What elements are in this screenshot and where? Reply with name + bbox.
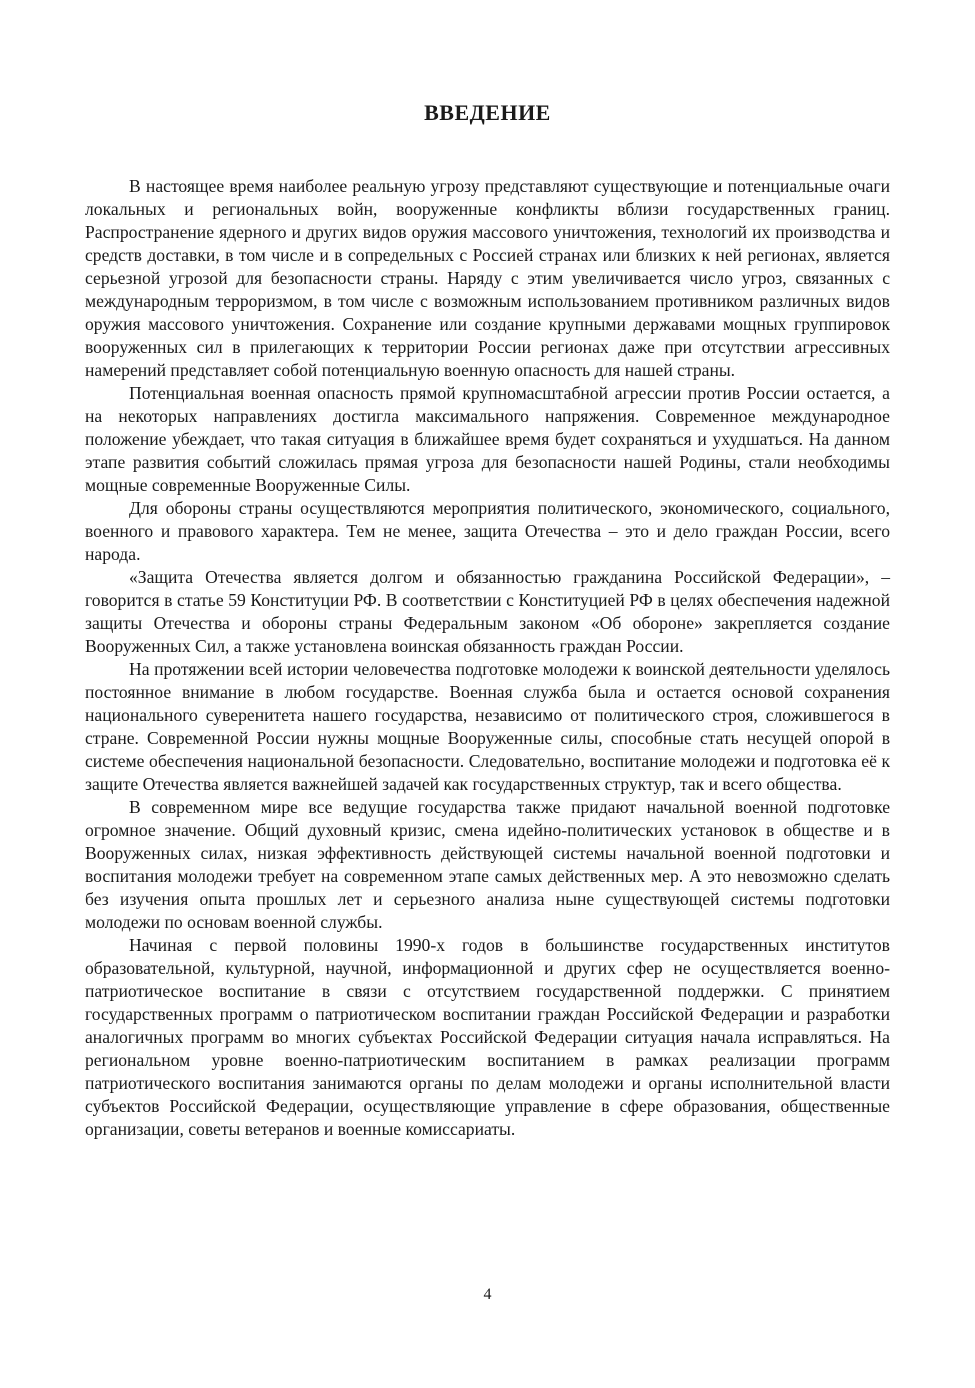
body-text — [85, 175, 890, 1141]
paragraph-1: В настоящее время наиболее реальную угрозу представляют существующие и потенциальные очаги локальных и региональных войн, вооруженные конфликты вблизи государственных границ. Распространение ядерного и других видов оружия массового уничтожения, технологий их производства и средств доставки, в том числе и в сопредельных с Россией странах или близких к ней регионах, является серьезной угрозой для безопасности страны. Наряду с этим увеличивается число угроз, связанных с международным терроризмом, в том числе с возможным использованием противником различных видов оружия массового уничтожения. Сохранение или создание крупными державами мощных группировок вооруженных сил в прилегающих к территории России регионах даже при отсутствии агрессивных намерений представляет собой потенциальную военную опасность для нашей страны. — [85, 176, 890, 380]
page-title: ВВЕДЕНИЕ — [424, 100, 551, 125]
page-number: 4 — [483, 1286, 492, 1303]
paragraph-2: Потенциальная военная опасность прямой крупномасштабной агрессии против России остается, а на некоторых направлениях достигла максимального напряжения. Современное международное положение убеждает, что такая ситуация в ближайшее время будет сохраняться и ухудшаться. На данном этапе развития событий сложилась прямая угроза для безопасности нашей Родины, стали необходимы мощные современные Вооруженные Силы. — [85, 383, 890, 495]
paragraph-5: На протяжении всей истории человечества подготовке молодежи к воинской деятельности уделялось постоянное внимание в любом государстве. Военная служба была и остается основой сохранения национального суверенитета нашего государства, независимо от политического строя, сложившегося в стране. Современной России нужны мощные Вооруженные силы, способные стать несущей опорой в системе обеспечения национальной безопасности. Следовательно, воспитание молодежи и подготовка её к защите Отечества является важнейшей задачей как государственных структур, так и всего общества. — [85, 659, 890, 794]
paragraph-6: В современном мире все ведущие государства также придают начальной военной подготовке огромное значение. Общий духовный кризис, смена идейно-политических установок в обществе и в Вооруженных силах, низкая эффективность действующей системы начальной военной подготовки и воспитания молодежи требует на современном этапе самых действенных мер. А это невозможно сделать без изучения опыта прошлых лет и серьезного анализа ныне существующей системы подготовки молодежи по основам военной службы. — [85, 797, 890, 932]
paragraph-3: Для обороны страны осуществляются мероприятия политического, экономического, социального, военного и правового характера. Тем не менее, защита Отечества – это и дело граждан России, всего народа. — [85, 498, 890, 564]
paragraph-4: «Защита Отечества является долгом и обязанностью гражданина Российской Федерации», – говорится в статье 59 Конституции РФ. В соответствии с Конституцией РФ в целях обеспечения надежной защиты Отечества и обороны страны Федеральным законом «Об обороне» закрепляется создание Вооруженных Сил, а также установлена воинская обязанность граждан России. — [85, 567, 890, 656]
paragraph-7: Начиная с первой половины 1990-х годов в большинстве государственных институтов образовательной, культурной, научной, информационной и других сфер не осуществляется военно-патриотическое воспитание в связи с отсутствием государственной поддержки. С принятием государственных программ о патриотическом воспитании граждан Российской Федерации и разработки аналогичных программ во многих субъектах Российской Федерации ситуация начала исправляться. На региональном уровне военно-патриотическим воспитанием в рамках реализации программ патриотического воспитания занимаются органы по делам молодежи и органы исполнительной власти субъектов Российской Федерации, осуществляющие управление в сфере образования, общественные организации, советы ветеранов и военные комиссариаты. — [85, 935, 890, 1139]
